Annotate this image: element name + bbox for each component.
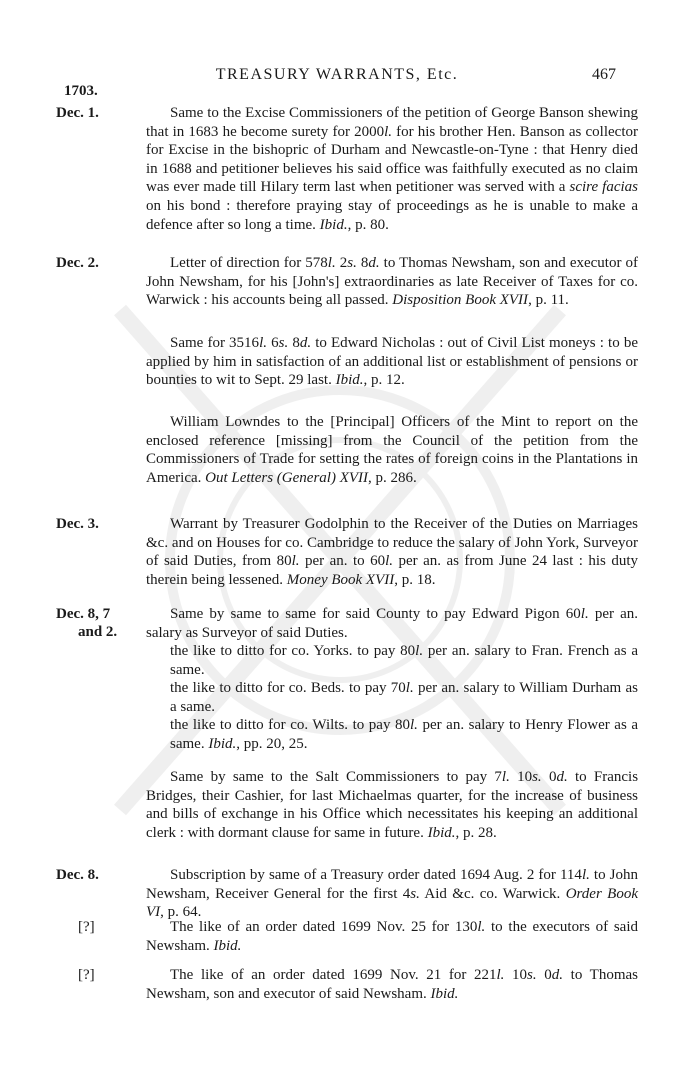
- entry-date: Dec. 3.: [56, 516, 99, 532]
- page-number: 467: [592, 66, 616, 83]
- entry-paragraph: Letter of direction for 578l. 2s. 8d. to Thomas Newsham, son and executor of John Newsham, for his [John's] extraordinaries as late Receiver of Taxes for co. Warwick : his accounts being all passed. Disposition Book XVII, p. 11.: [146, 255, 639, 309]
- entry-date: Dec. 8.: [56, 867, 99, 883]
- entry-paragraph: William Lowndes to the [Principal] Officers of the Mint to report on the enclosed reference [missing] from the Council of the petition from the Commissioners of Trade for setting the rates of foreign coins in the Plantations in America. Out Letters (General) XVII, p. 286.: [146, 414, 638, 486]
- entry-paragraph: The like of an order dated 1699 Nov. 21 for 221l. 10s. 0d. to Thomas Newsham, son and executor of said Newsham. Ibid.: [146, 967, 639, 1002]
- entry-date-line: Dec. 8, 7: [56, 606, 111, 622]
- entry-date: [?]: [78, 919, 95, 935]
- running-header: TREASURY WARRANTS, Etc.: [215, 66, 459, 83]
- entry-paragraph: Subscription by same of a Treasury order dated 1694 Aug. 2 for 114l. to John Newsham, Receiver General for the first 4s. Aid &c. co. Warwick. Order Book VI, p. 64.: [146, 867, 638, 921]
- entry-date-line: and 2.: [78, 624, 118, 640]
- entry-paragraph: Same to the Excise Commissioners of the petition of George Banson shewing that in 1683 he become surety for 2000l. for his brother Hen. Banson as collector for Excise in the bishopric of Durham and Newcastle-on-Tyne : that Henry died in 1688 and petitioner believes his said office was faithfully executed as no claim was ever made till Hilary term last when petitioner was served with a scire facias on his bond : therefore praying stay of proceedings as he is unable to make a defence after so long a time. Ibid., p. 80.: [146, 105, 638, 233]
- entry-date: Dec. 1.: [56, 105, 99, 121]
- entry-paragraph: Warrant by Treasurer Godolphin to the Receiver of the Duties on Marriages &c. and on Houses for co. Cambridge to reduce the salary of John York, Surveyor of said Duties, from 80l. per an. to 60l. per an. as from June 24 last : his duty therein being lessened. Money Book XVII, p. 18.: [146, 516, 638, 588]
- entry-subline: the like to ditto for co. Yorks. to pay 80l. per an. salary to Fran. French as a same.: [170, 643, 638, 678]
- entry-paragraph: Same for 3516l. 6s. 8d. to Edward Nicholas : out of Civil List moneys : to be applied by him in satisfaction of an additional list or establishment of pensions or bounties to wit to Sept. 29 last. Ibid., p. 12.: [146, 335, 638, 389]
- entry-subline: the like to ditto for co. Wilts. to pay 80l. per an. salary to Henry Flower as a same. Ibid., pp. 20, 25.: [170, 717, 638, 752]
- entry-subline: the like to ditto for co. Beds. to pay 70l. per an. salary to William Durham as a same.: [170, 680, 638, 715]
- entry-paragraph: Same by same to the Salt Commissioners to pay 7l. 10s. 0d. to Francis Bridges, their Cashier, for last Michaelmas quarter, for the increase of business and bills of exchange in his Office which necessitates his keeping an additional clerk : with dormant clause for same in future. Ibid., p. 28.: [146, 769, 639, 841]
- entry-date: Dec. 2.: [56, 255, 99, 271]
- entry-date: [?]: [78, 967, 95, 983]
- entry-paragraph: The like of an order dated 1699 Nov. 25 for 130l. to the executors of said Newsham. Ibid.: [146, 919, 639, 954]
- year-label: 1703.: [64, 83, 98, 99]
- entry-paragraph: Same by same to same for said County to pay Edward Pigon 60l. per an. salary as Surveyor of said Duties.: [146, 606, 638, 641]
